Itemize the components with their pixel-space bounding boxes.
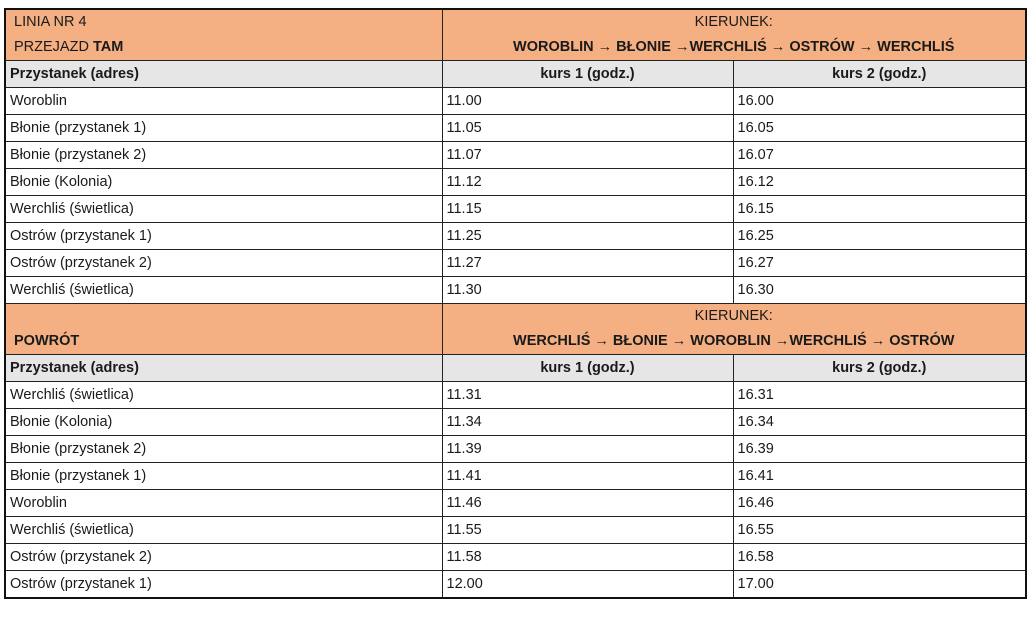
cell-stop: Werchliś (świetlica) xyxy=(5,277,442,304)
table-row xyxy=(5,250,1026,277)
table-row xyxy=(5,382,1026,409)
column-header-stop: Przystanek (adres) xyxy=(5,355,442,382)
cell-run2: 16.15 xyxy=(733,196,1026,223)
table-row xyxy=(5,490,1026,517)
cell-run1: 11.58 xyxy=(442,544,733,571)
bus-schedule-table xyxy=(4,8,1027,599)
cell-run1: 12.00 xyxy=(442,571,733,599)
column-header-run2: kurs 2 (godz.) xyxy=(733,355,1026,382)
cell-run2: 16.25 xyxy=(733,223,1026,250)
table-row xyxy=(5,169,1026,196)
cell-run1: 11.41 xyxy=(442,463,733,490)
cell-stop: Werchliś (świetlica) xyxy=(5,382,442,409)
cell-run1: 11.15 xyxy=(442,196,733,223)
direction-route: WERCHLIŚ → BŁONIE → WOROBLIN →WERCHLIŚ → OSTRÓW xyxy=(513,333,955,349)
cell-stop: Woroblin xyxy=(5,88,442,115)
outbound-section-header xyxy=(5,9,1026,61)
cell-run1: 11.46 xyxy=(442,490,733,517)
cell-stop: Werchliś (świetlica) xyxy=(5,196,442,223)
outbound-direction-cell xyxy=(442,9,1026,61)
table-row xyxy=(5,571,1026,599)
column-header-run1: kurs 1 (godz.) xyxy=(442,61,733,88)
table-row xyxy=(5,409,1026,436)
schedule-body xyxy=(5,9,1026,598)
table-row xyxy=(5,517,1026,544)
cell-run2: 16.27 xyxy=(733,250,1026,277)
cell-stop: Błonie (przystanek 2) xyxy=(5,142,442,169)
cell-run2: 16.55 xyxy=(733,517,1026,544)
cell-run1: 11.25 xyxy=(442,223,733,250)
cell-stop: Błonie (przystanek 1) xyxy=(5,115,442,142)
ride-label-prefix: PRZEJAZD xyxy=(14,39,93,55)
column-header-run2: kurs 2 (godz.) xyxy=(733,61,1026,88)
table-row xyxy=(5,436,1026,463)
cell-run1: 11.27 xyxy=(442,250,733,277)
cell-run2: 16.00 xyxy=(733,88,1026,115)
table-row xyxy=(5,463,1026,490)
return-direction-cell xyxy=(442,304,1026,355)
cell-run2: 16.58 xyxy=(733,544,1026,571)
cell-run1: 11.30 xyxy=(442,277,733,304)
table-row xyxy=(5,196,1026,223)
table-row xyxy=(5,115,1026,142)
outbound-column-header xyxy=(5,61,1026,88)
cell-stop: Błonie (Kolonia) xyxy=(5,409,442,436)
cell-run2: 16.34 xyxy=(733,409,1026,436)
direction-label: KIERUNEK: xyxy=(694,308,773,324)
ride-label-bold: TAM xyxy=(92,39,124,55)
ride-label xyxy=(10,35,438,60)
table-row xyxy=(5,277,1026,304)
return-column-header xyxy=(5,355,1026,382)
cell-stop: Błonie (przystanek 2) xyxy=(5,436,442,463)
cell-stop: Ostrów (przystanek 2) xyxy=(5,250,442,277)
cell-run2: 16.07 xyxy=(733,142,1026,169)
cell-run2: 16.30 xyxy=(733,277,1026,304)
cell-stop: Ostrów (przystanek 1) xyxy=(5,571,442,599)
cell-stop: Błonie (Kolonia) xyxy=(5,169,442,196)
cell-run2: 16.39 xyxy=(733,436,1026,463)
cell-run2: 16.41 xyxy=(733,463,1026,490)
table-row xyxy=(5,88,1026,115)
cell-run2: 16.46 xyxy=(733,490,1026,517)
ride-label: POWRÓT xyxy=(14,333,80,349)
cell-stop: Ostrów (przystanek 2) xyxy=(5,544,442,571)
cell-stop: Woroblin xyxy=(5,490,442,517)
cell-run1: 11.55 xyxy=(442,517,733,544)
cell-run1: 11.07 xyxy=(442,142,733,169)
cell-run1: 11.31 xyxy=(442,382,733,409)
cell-stop: Ostrów (przystanek 1) xyxy=(5,223,442,250)
direction-route: WOROBLIN → BŁONIE →WERCHLIŚ → OSTRÓW → WERCHLIŚ xyxy=(513,39,955,55)
cell-run1: 11.12 xyxy=(442,169,733,196)
cell-run2: 16.31 xyxy=(733,382,1026,409)
table-row xyxy=(5,544,1026,571)
cell-run2: 16.12 xyxy=(733,169,1026,196)
cell-run1: 11.05 xyxy=(442,115,733,142)
cell-stop: Błonie (przystanek 1) xyxy=(5,463,442,490)
cell-run2: 16.05 xyxy=(733,115,1026,142)
column-header-stop: Przystanek (adres) xyxy=(5,61,442,88)
return-ride-cell xyxy=(5,304,442,355)
return-section-header xyxy=(5,304,1026,355)
outbound-line-cell xyxy=(5,9,442,61)
direction-label: KIERUNEK: xyxy=(694,14,773,30)
line-number: LINIA NR 4 xyxy=(14,14,87,30)
table-row xyxy=(5,142,1026,169)
table-row xyxy=(5,223,1026,250)
cell-run1: 11.39 xyxy=(442,436,733,463)
cell-run1: 11.00 xyxy=(442,88,733,115)
column-header-run1: kurs 1 (godz.) xyxy=(442,355,733,382)
cell-stop: Werchliś (świetlica) xyxy=(5,517,442,544)
cell-run2: 17.00 xyxy=(733,571,1026,599)
cell-run1: 11.34 xyxy=(442,409,733,436)
